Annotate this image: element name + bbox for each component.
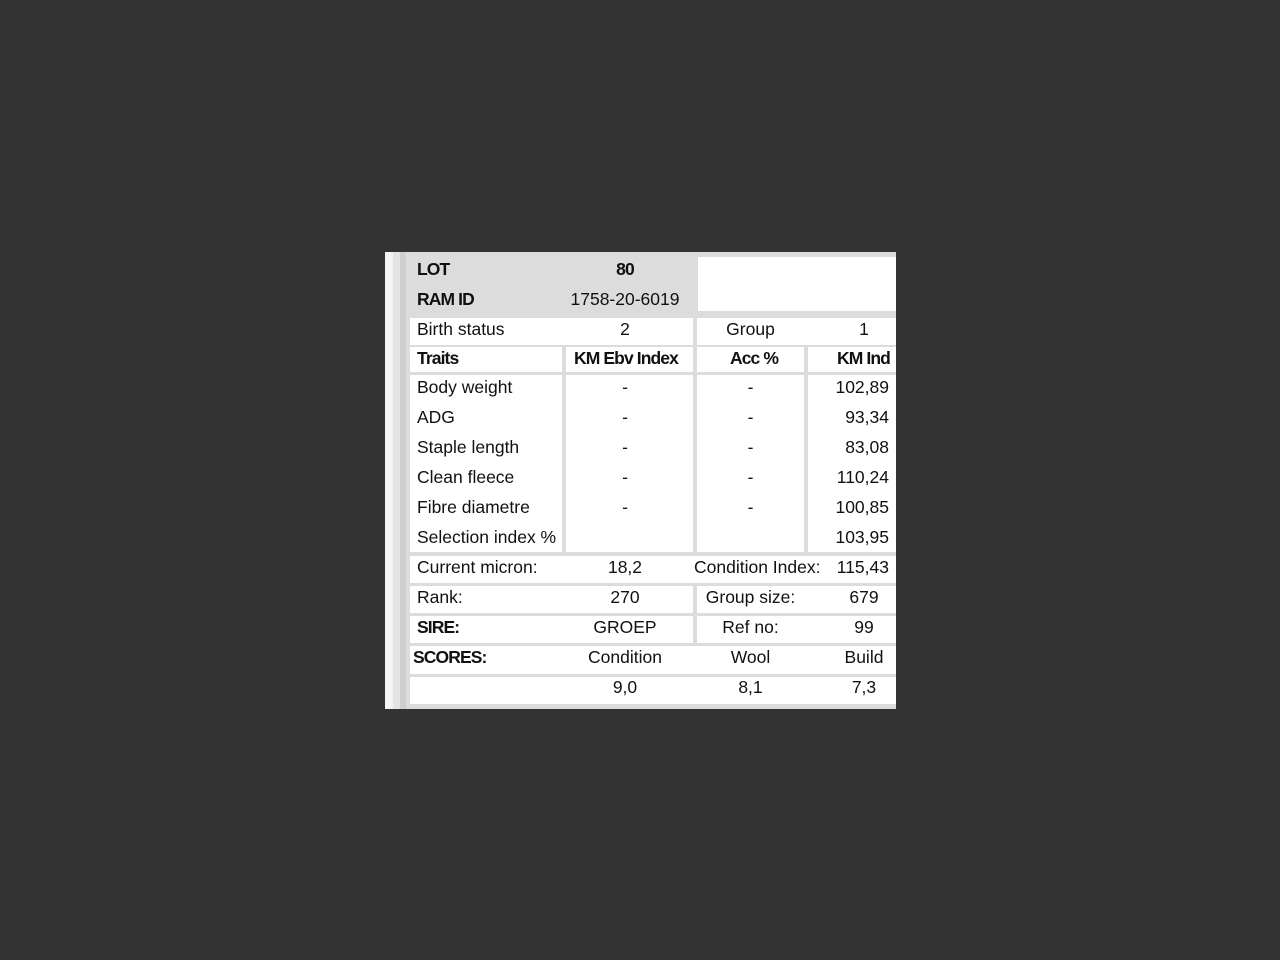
group-value: 1: [859, 319, 869, 339]
ram-lot-card: [385, 252, 896, 709]
km-ebv-index-header: KM Ebv Index: [574, 348, 678, 368]
rank-value: 270: [610, 587, 640, 607]
trait-ebv: -: [622, 437, 628, 457]
trait-ebv: -: [622, 407, 628, 427]
card-edge-shadow: [400, 252, 406, 709]
trait-name: Body weight: [417, 377, 513, 397]
birth-status-value: 2: [620, 319, 630, 339]
trait-acc: -: [747, 407, 754, 427]
traits-header: Traits: [417, 348, 459, 368]
wool-score-value: 8,1: [738, 677, 763, 697]
condition-score-label: Condition: [588, 647, 662, 667]
trait-ebv: -: [622, 467, 628, 487]
acc-header: Acc %: [729, 348, 779, 368]
group-size-label: Group size:: [705, 587, 796, 607]
trait-acc: [697, 522, 804, 552]
build-score-value: 7,3: [851, 677, 877, 697]
trait-ind: 110,24: [836, 467, 889, 487]
header-blank-box: [698, 257, 896, 311]
trait-acc: -: [747, 497, 754, 517]
trait-acc: -: [747, 437, 754, 457]
trait-acc: -: [747, 377, 754, 397]
trait-acc: -: [747, 467, 754, 487]
scores-label: SCORES:: [413, 647, 487, 667]
birth-status-label: Birth status: [417, 319, 505, 339]
trait-ind: 93,34: [845, 407, 889, 427]
condition-index-value: 115,43: [836, 557, 889, 577]
trait-ebv: -: [622, 377, 628, 397]
trait-name: ADG: [417, 407, 455, 427]
build-score-label: Build: [844, 647, 884, 667]
rank-label: Rank:: [417, 587, 463, 607]
ram-id-value: 1758-20-6019: [570, 289, 680, 309]
sire-value: GROEP: [593, 617, 657, 637]
trait-ebv: -: [622, 497, 628, 517]
km-ind-header: KM Ind: [837, 348, 890, 368]
ref-no-value: 99: [854, 617, 874, 637]
condition-score-value: 9,0: [612, 677, 638, 697]
trait-ebv: [566, 522, 684, 552]
condition-index-label: Condition Index:: [694, 557, 821, 577]
trait-name: Fibre diametre: [417, 497, 530, 517]
ram-id-label: RAM ID: [417, 289, 474, 309]
ref-no-label: Ref no:: [722, 617, 779, 637]
trait-ind: 103,95: [835, 527, 889, 547]
trait-name: Selection index %: [417, 527, 557, 547]
card-edge: [385, 252, 393, 709]
sire-label: SIRE:: [417, 617, 460, 637]
lot-value: 80: [616, 259, 634, 279]
current-micron-label: Current micron:: [417, 557, 538, 577]
card-edge-inner: [393, 252, 400, 709]
trait-ind: 83,08: [845, 437, 889, 457]
wool-score-label: Wool: [730, 647, 771, 667]
current-micron-value: 18,2: [607, 557, 643, 577]
trait-ind: 100,85: [835, 497, 889, 517]
trait-name: Staple length: [417, 437, 520, 457]
lot-label: LOT: [417, 259, 450, 279]
trait-name: Clean fleece: [417, 467, 515, 487]
trait-ind: 102,89: [835, 377, 889, 397]
group-size-value: 679: [849, 587, 879, 607]
group-label: Group: [726, 319, 775, 339]
